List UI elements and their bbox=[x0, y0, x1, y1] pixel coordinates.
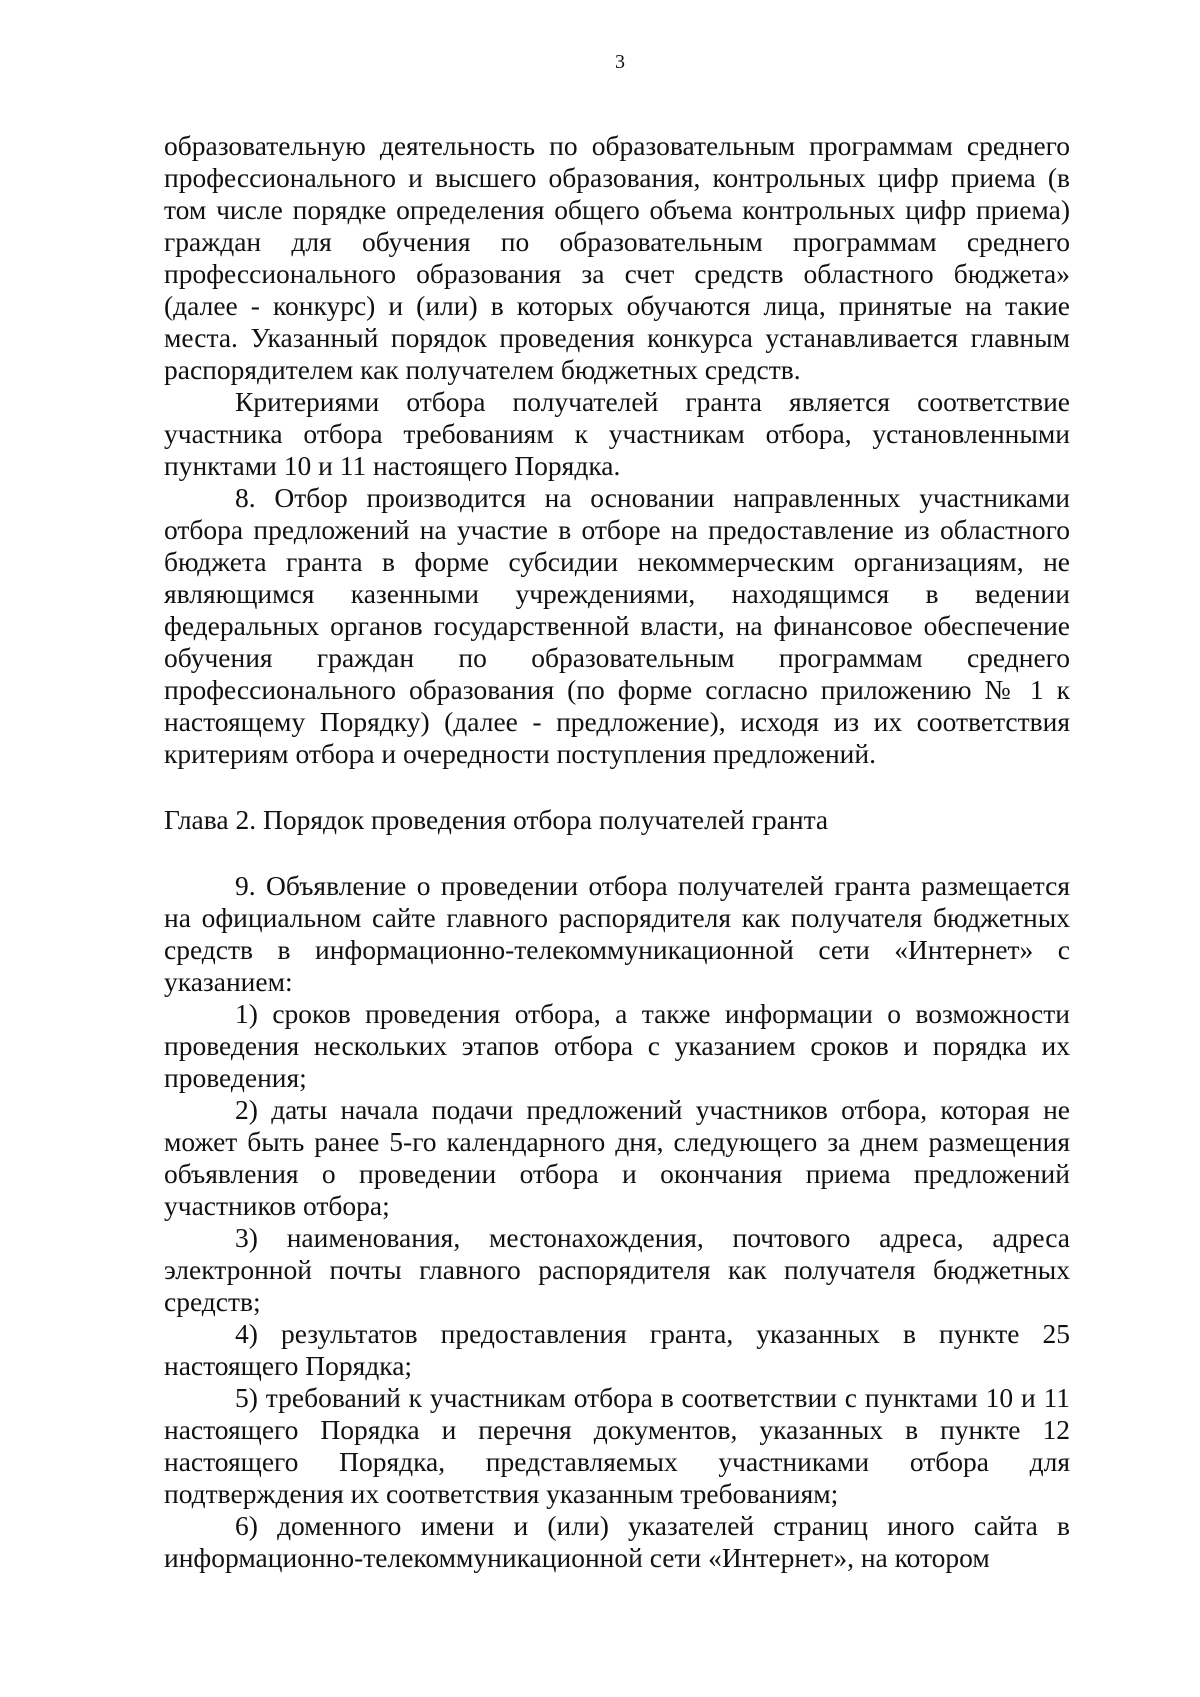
list-item-1: 1) сроков проведения отбора, а также информации о возможности проведения нескольких этапов отбора с указанием сроков и порядка их проведения; bbox=[164, 998, 1070, 1093]
paragraph-criteria: Критериями отбора получателей гранта является соответствие участника отбора требованиям к участникам отбора, установленными пунктами 10 и 11 настоящего Порядка. bbox=[164, 386, 1070, 481]
list-item-4: 4) результатов предоставления гранта, указанных в пункте 25 настоящего Порядка; bbox=[164, 1318, 1070, 1381]
paragraph-item-9: 9. Объявление о проведении отбора получателей гранта размещается на официальном сайте главного распорядителя как получателя бюджетных средств в информационно-телекоммуникационной сети «Интернет» с указанием: bbox=[164, 870, 1070, 997]
paragraph-item-8: 8. Отбор производится на основании направленных участниками отбора предложений на участие в отборе на предоставление из областного бюджета гранта в форме субсидии некоммерческим организациям, не являющимся казенными учреждениями, находящимся в ведении федеральных органов государственной власти, на финансовое обеспечение обучения граждан по образовательным программам среднего профессионального образования (по форме согласно приложению № 1 к настоящему Порядку) (далее - предложение), исходя из их соответствия критериям отбора и очередности поступления предложений. bbox=[164, 482, 1070, 769]
chapter-heading: Глава 2. Порядок проведения отбора получателей гранта bbox=[164, 804, 829, 835]
list-item-3: 3) наименования, местонахождения, почтового адреса, адреса электронной почты главного распорядителя как получателя бюджетных средств; bbox=[164, 1222, 1070, 1317]
paragraph-continuation: образовательную деятельность по образовательным программам среднего профессионального и высшего образования, контрольных цифр приема (в том числе порядке определения общего объема контрольных цифр приема) граждан для обучения по образовательным программам среднего профессионального образования за счет средств областного бюджета» (далее - конкурс) и (или) в которых обучаются лица, принятые на такие места. Указанный порядок проведения конкурса устанавливается главным распорядителем как получателем бюджетных средств. bbox=[164, 130, 1070, 385]
list-item-2: 2) даты начала подачи предложений участников отбора, которая не может быть ранее 5-го календарного дня, следующего за днем размещения объявления о проведении отбора и окончания приема предложений участников отбора; bbox=[164, 1094, 1070, 1221]
list-item-5: 5) требований к участникам отбора в соответствии с пунктами 10 и 11 настоящего Порядка и перечня документов, указанных в пункте 12 настоящего Порядка, представляемых участниками отбора для подтверждения их соответствия указанным требованиям; bbox=[164, 1382, 1070, 1509]
list-item-6: 6) доменного имени и (или) указателей страниц иного сайта в информационно-телекоммуникационной сети «Интернет», на котором bbox=[164, 1510, 1070, 1573]
page-number: 3 bbox=[615, 51, 625, 73]
document-body bbox=[164, 130, 1070, 1574]
